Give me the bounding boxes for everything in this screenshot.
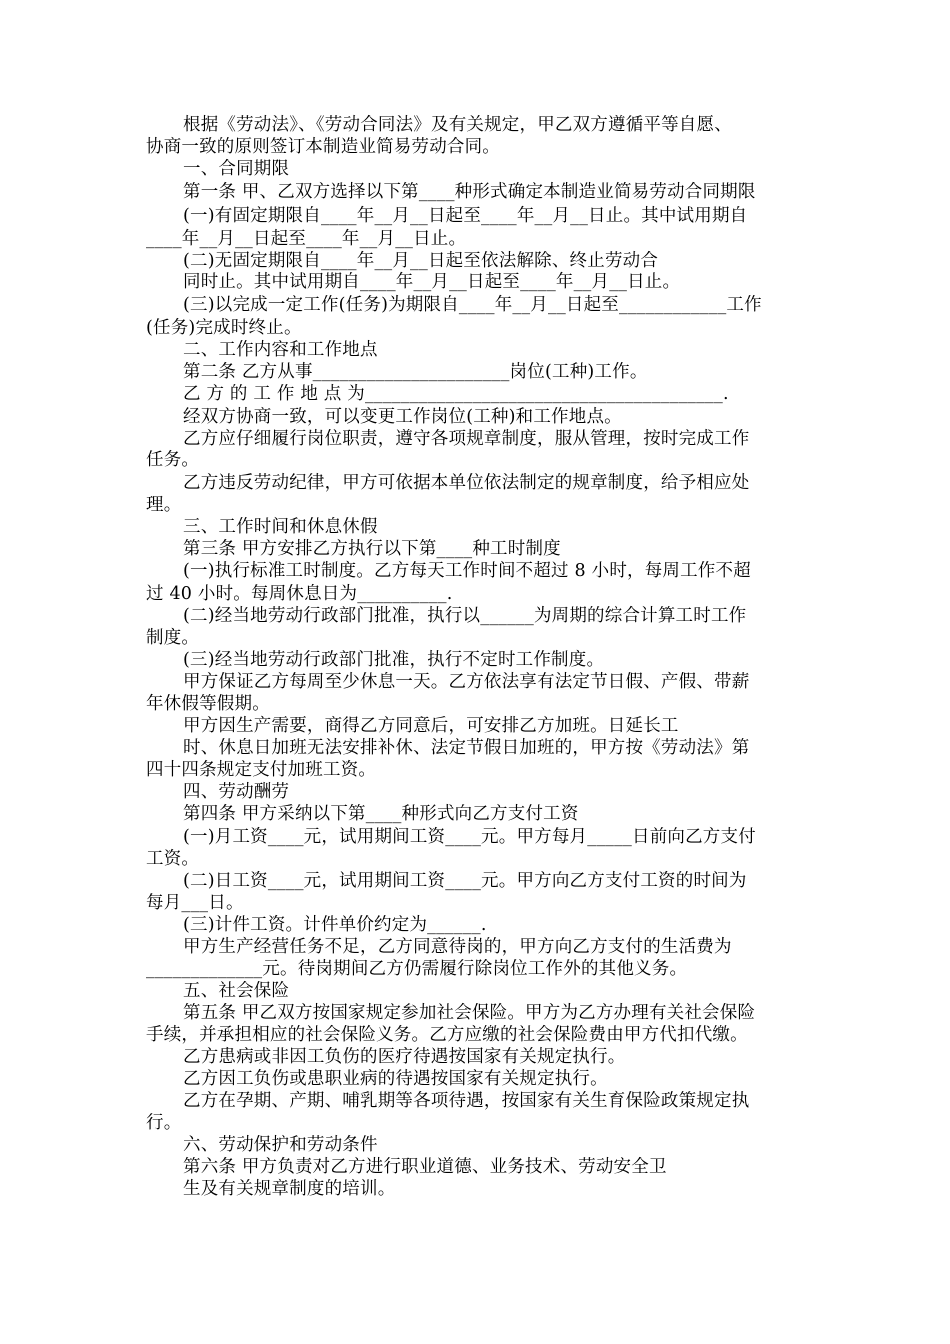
text-line: 工资。 xyxy=(146,849,200,869)
text-line: 手续，并承担相应的社会保险义务。乙方应缴的社会保险费由甲方代扣代缴。 xyxy=(146,1025,748,1045)
section-heading: 三、工作时间和休息休假 xyxy=(183,517,378,537)
text-line: 乙方违反劳动纪律，甲方可依据本单位依法制定的规章制度，给予相应处 xyxy=(183,473,750,493)
section-heading: 一、合同期限 xyxy=(183,159,290,179)
text-line: 年休假等假期。 xyxy=(146,694,270,714)
text-line: (任务)完成时终止。 xyxy=(146,318,302,338)
text-line: 乙方患病或非因工负伤的医疗待遇按国家有关规定执行。 xyxy=(183,1047,626,1067)
text-line: (一)有固定期限自____年__月__日起至____年__月__日止。其中试用期自 xyxy=(183,206,748,226)
text-line: 第四条 甲方采纳以下第____种形式向乙方支付工资 xyxy=(183,804,579,824)
text-line: 同时止。其中试用期自____年__月__日起至____年__月__日止。 xyxy=(183,272,681,292)
text-line: (三)以完成一定工作(任务)为期限自____年__月__日起至____________工作 xyxy=(183,295,762,315)
text-line: (三)经当地劳动行政部门批准，执行不定时工作制度。 xyxy=(183,650,605,670)
text-line: 甲方保证乙方每周至少休息一天。乙方依法享有法定节日假、产假、带薪 xyxy=(183,672,750,692)
text-line: 行。 xyxy=(146,1113,182,1133)
text-line: 第五条 甲乙双方按国家规定参加社会保险。甲方为乙方办理有关社会保险 xyxy=(183,1003,756,1023)
text-line: 第二条 乙方从事______________________岗位(工种)工作。 xyxy=(183,362,648,382)
text-line: 第六条 甲方负责对乙方进行职业道德、业务技术、劳动安全卫 xyxy=(183,1157,667,1177)
text-line: 生及有关规章制度的培训。 xyxy=(183,1179,396,1199)
text-line: _____________元。待岗期间乙方仍需履行除岗位工作外的其他义务。 xyxy=(146,959,688,979)
text-line: 理。 xyxy=(146,495,182,515)
text-line: (二)无固定期限自____年__月__日起至依法解除、终止劳动合 xyxy=(183,251,659,271)
section-heading: 二、工作内容和工作地点 xyxy=(183,340,378,360)
section-heading: 六、劳动保护和劳动条件 xyxy=(183,1135,378,1155)
text-line: 第一条 甲、乙双方选择以下第____种形式确定本制造业简易劳动合同期限 xyxy=(183,182,756,202)
text-line: 甲方生产经营任务不足，乙方同意待岗的，甲方向乙方支付的生活费为 xyxy=(183,937,732,957)
text-line: (一)月工资____元，试用期间工资____元。甲方每月_____日前向乙方支付 xyxy=(183,827,756,847)
text-line: (一)执行标准工时制度。乙方每天工作时间不超过 8 小时，每周工作不超 xyxy=(183,561,751,581)
text-line: (二)日工资____元，试用期间工资____元。甲方向乙方支付工资的时间为 xyxy=(183,871,747,891)
text-line: 经双方协商一致，可以变更工作岗位(工种)和工作地点。 xyxy=(183,407,622,427)
text-line: 任务。 xyxy=(146,450,200,470)
text-line: 制度。 xyxy=(146,628,200,648)
text-line: 乙方因工负伤或患职业病的待遇按国家有关规定执行。 xyxy=(183,1069,608,1089)
text-line: 第三条 甲方安排乙方执行以下第____种工时制度 xyxy=(183,539,561,559)
text-line: 乙方应仔细履行岗位职责，遵守各项规章制度，服从管理，按时完成工作 xyxy=(183,429,750,449)
text-line: 乙方在孕期、产期、哺乳期等各项待遇，按国家有关生育保险政策规定执 xyxy=(183,1091,750,1111)
section-heading: 五、社会保险 xyxy=(183,981,290,1001)
text-line: 甲方因生产需要，商得乙方同意后，可安排乙方加班。日延长工 xyxy=(183,716,679,736)
text-line: 过 40 小时。每周休息日为__________. xyxy=(146,584,453,604)
text-line: 协商一致的原则签订本制造业简易劳动合同。 xyxy=(146,137,500,157)
text-line: 根据《劳动法》、《劳动合同法》及有关规定，甲乙双方遵循平等自愿、 xyxy=(183,115,732,135)
text-line: 时、休息日加班无法安排补休、法定节假日加班的，甲方按《劳动法》第 xyxy=(183,738,750,758)
text-line: 乙 方 的 工 作 地 点 为________________________________________. xyxy=(183,384,729,404)
text-line: 每月___日。 xyxy=(146,893,244,913)
text-line: 四十四条规定支付加班工资。 xyxy=(146,760,377,780)
text-line: (三)计件工资。计件单价约定为______. xyxy=(183,915,487,935)
text-line: (二)经当地劳动行政部门批准，执行以______为周期的综合计算工时工作 xyxy=(183,606,747,626)
section-heading: 四、劳动酬劳 xyxy=(183,782,290,802)
text-line: ____年__月__日起至____年__月__日止。 xyxy=(146,229,467,249)
